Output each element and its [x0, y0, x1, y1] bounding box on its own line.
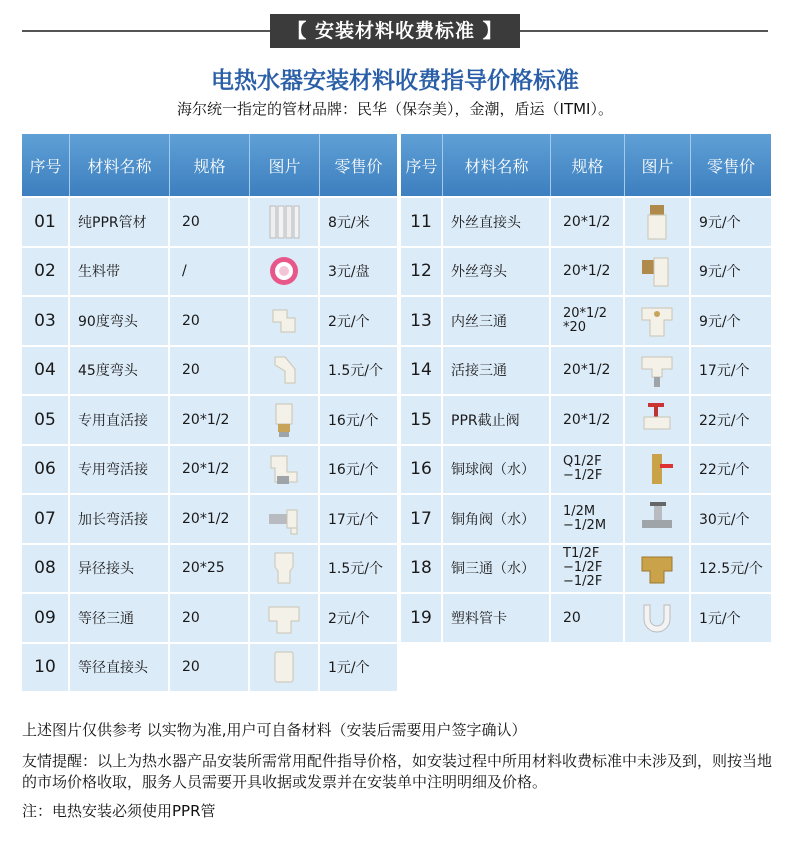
table-header — [22, 134, 397, 196]
material-spec: 1/2M −1/2M — [551, 495, 625, 543]
table-row — [22, 642, 397, 692]
material-spec: 20*1/2 — [551, 248, 625, 296]
reminder-note: 友情提醒：以上为热水器产品安装所需常用配件指导价格，如安装过程中所用材料收费标准中未涉及到，则按当地的市场价格收取，服务人员需要开具收据或发票并在安装单中注明明细及价格。 — [22, 752, 773, 791]
retail-price: 8元/米 — [320, 198, 397, 246]
right-price-table — [401, 134, 771, 700]
material-spec: 20 — [170, 198, 250, 246]
table-row — [401, 394, 771, 444]
tee-icon — [250, 594, 320, 642]
row-number: 17 — [401, 495, 443, 543]
material-spec: 20*1/2 — [170, 495, 250, 543]
row-number: 01 — [22, 198, 70, 246]
notes-section — [22, 720, 782, 832]
union-tee-icon — [625, 347, 691, 395]
table-row — [22, 493, 397, 543]
table-row — [22, 394, 397, 444]
material-name: 专用直活接 — [70, 396, 170, 444]
row-number: 06 — [22, 446, 70, 494]
row-number: 03 — [22, 297, 70, 345]
row-number: 02 — [22, 248, 70, 296]
pipe-icon — [250, 198, 320, 246]
ball-valve-icon — [625, 446, 691, 494]
female-thread-tee-icon — [625, 297, 691, 345]
header-price: 零售价 — [334, 156, 383, 176]
long-elbow-union-icon — [250, 495, 320, 543]
row-number: 09 — [22, 594, 70, 642]
table-row — [401, 246, 771, 296]
header-picture: 图片 — [250, 134, 320, 196]
material-name: 纯PPR管材 — [70, 198, 170, 246]
disclaimer-note: 上述图片仅供参考 以实物为准,用户可自备材料（安装后需要用户签字确认） — [22, 721, 527, 739]
retail-price: 9元/个 — [691, 198, 771, 246]
retail-price: 16元/个 — [320, 446, 397, 494]
retail-price: 2元/个 — [320, 297, 397, 345]
retail-price: 3元/盘 — [320, 248, 397, 296]
reducer-icon — [250, 545, 320, 593]
material-spec: 20*1/2 *20 — [551, 297, 625, 345]
material-name: 塑料管卡 — [443, 594, 551, 642]
angle-valve-icon — [625, 495, 691, 543]
material-spec: 20 — [170, 644, 250, 692]
material-spec: / — [170, 248, 250, 296]
material-spec: 20 — [170, 594, 250, 642]
row-number: 11 — [401, 198, 443, 246]
retail-price: 9元/个 — [691, 248, 771, 296]
material-name: 专用弯活接 — [70, 446, 170, 494]
row-number: 08 — [22, 545, 70, 593]
material-name: 内丝三通 — [443, 297, 551, 345]
row-number: 19 — [401, 594, 443, 642]
table-row — [401, 493, 771, 543]
header-picture: 图片 — [625, 134, 691, 196]
row-number: 07 — [22, 495, 70, 543]
row-number: 15 — [401, 396, 443, 444]
retail-price: 22元/个 — [691, 396, 771, 444]
ppr-requirement-note: 注：电热安装必须使用PPR管 — [22, 802, 216, 820]
retail-price: 16元/个 — [320, 396, 397, 444]
material-name: 90度弯头 — [70, 297, 170, 345]
banner-rule-right — [520, 30, 768, 32]
table-row — [22, 295, 397, 345]
retail-price: 1.5元/个 — [320, 545, 397, 593]
material-spec: 20*1/2 — [170, 396, 250, 444]
straight-union-icon — [250, 396, 320, 444]
table-row — [401, 543, 771, 593]
elbow-90-icon — [250, 297, 320, 345]
table-row — [22, 592, 397, 642]
header-spec: 规格 — [170, 134, 250, 196]
header-no: 序号 — [22, 134, 70, 196]
header-no: 序号 — [401, 134, 443, 196]
male-thread-coupling-icon — [625, 198, 691, 246]
row-number: 18 — [401, 545, 443, 593]
material-spec: 20*1/2 — [551, 198, 625, 246]
table-row — [22, 345, 397, 395]
retail-price: 17元/个 — [320, 495, 397, 543]
table-row — [401, 196, 771, 246]
section-banner: 【 安装材料收费标准 】 — [270, 14, 520, 48]
retail-price: 9元/个 — [691, 297, 771, 345]
retail-price: 1.5元/个 — [320, 347, 397, 395]
material-spec: 20*1/2 — [551, 347, 625, 395]
material-name: 外丝直接头 — [443, 198, 551, 246]
table-row — [401, 592, 771, 642]
retail-price: 1元/个 — [691, 594, 771, 642]
material-name: 异径接头 — [70, 545, 170, 593]
material-name: PPR截止阀 — [443, 396, 551, 444]
elbow-45-icon — [250, 347, 320, 395]
left-price-table — [22, 134, 397, 700]
material-name: 铜角阀（水） — [443, 495, 551, 543]
page-subtitle: 海尔统一指定的管材品牌：民华（保奈美），金潮，盾运（ITMI）。 — [177, 100, 613, 118]
header-name: 材料名称 — [70, 134, 170, 196]
material-spec: 20*1/2 — [170, 446, 250, 494]
table-header — [401, 134, 771, 196]
material-name: 等径直接头 — [70, 644, 170, 692]
brass-tee-icon — [625, 545, 691, 593]
header-price: 零售价 — [706, 156, 755, 176]
retail-price: 1元/个 — [320, 644, 397, 692]
banner-rule-left — [22, 30, 270, 32]
retail-price: 30元/个 — [691, 495, 771, 543]
table-row — [22, 246, 397, 296]
retail-price: 17元/个 — [691, 347, 771, 395]
stop-valve-icon — [625, 396, 691, 444]
row-number: 14 — [401, 347, 443, 395]
material-name: 等径三通 — [70, 594, 170, 642]
pipe-clip-icon — [625, 594, 691, 642]
header-name: 材料名称 — [443, 134, 551, 196]
material-name: 活接三通 — [443, 347, 551, 395]
material-spec: 20 — [170, 297, 250, 345]
elbow-union-icon — [250, 446, 320, 494]
row-number: 04 — [22, 347, 70, 395]
table-row — [22, 196, 397, 246]
retail-price: 2元/个 — [320, 594, 397, 642]
material-name: 铜三通（水） — [443, 545, 551, 593]
header-spec: 规格 — [551, 134, 625, 196]
material-spec: 20 — [551, 594, 625, 642]
table-row — [401, 295, 771, 345]
row-number: 13 — [401, 297, 443, 345]
coupling-icon — [250, 644, 320, 692]
material-spec: Q1/2F −1/2F — [551, 446, 625, 494]
tape-icon — [250, 248, 320, 296]
material-spec: 20*25 — [170, 545, 250, 593]
material-name: 铜球阀（水） — [443, 446, 551, 494]
row-number: 10 — [22, 644, 70, 692]
row-number: 12 — [401, 248, 443, 296]
page-title: 电热水器安装材料收费指导价格标准 — [211, 68, 579, 94]
material-spec: 20*1/2 — [551, 396, 625, 444]
table-row — [401, 444, 771, 494]
material-name: 加长弯活接 — [70, 495, 170, 543]
material-name: 外丝弯头 — [443, 248, 551, 296]
material-name: 45度弯头 — [70, 347, 170, 395]
row-number: 16 — [401, 446, 443, 494]
retail-price: 22元/个 — [691, 446, 771, 494]
table-row — [22, 543, 397, 593]
male-thread-elbow-icon — [625, 248, 691, 296]
material-name: 生料带 — [70, 248, 170, 296]
table-row — [22, 444, 397, 494]
table-row — [401, 345, 771, 395]
material-spec: 20 — [170, 347, 250, 395]
row-number: 05 — [22, 396, 70, 444]
retail-price: 12.5元/个 — [691, 545, 771, 593]
material-spec: T1/2F −1/2F −1/2F — [551, 545, 625, 593]
